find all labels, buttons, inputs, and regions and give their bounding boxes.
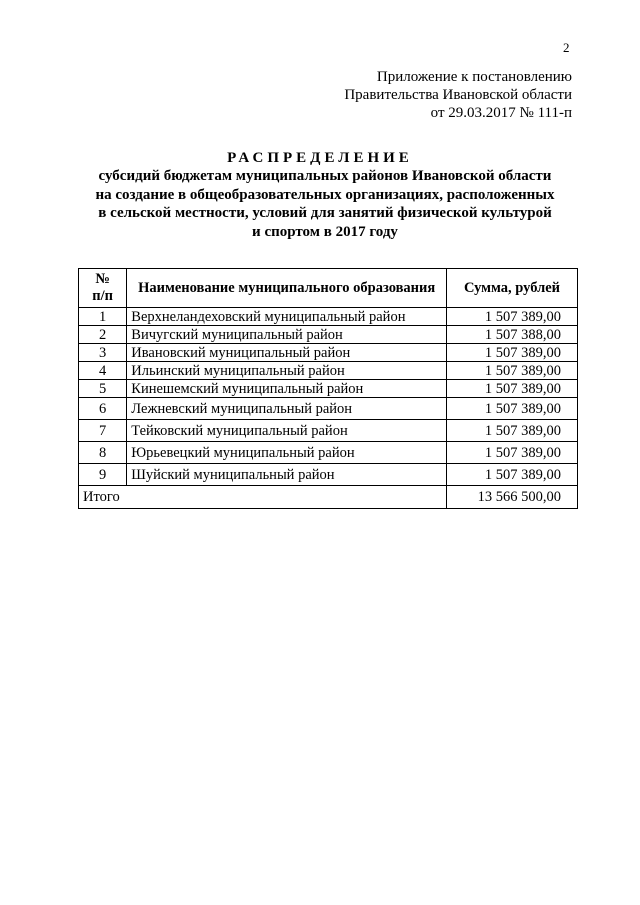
table-row bbox=[79, 308, 578, 326]
appendix-note bbox=[344, 68, 572, 122]
table-row bbox=[79, 326, 578, 344]
row-number: 7 bbox=[79, 420, 127, 442]
appendix-line-2: Правительства Ивановской области bbox=[344, 87, 572, 103]
row-number: 9 bbox=[79, 464, 127, 486]
table-row bbox=[79, 380, 578, 398]
row-name: Ивановский муниципальный район bbox=[127, 344, 447, 362]
row-sum: 1 507 389,00 bbox=[447, 442, 578, 464]
row-sum: 1 507 389,00 bbox=[447, 344, 578, 362]
row-number: 6 bbox=[79, 398, 127, 420]
distribution-table bbox=[78, 268, 578, 509]
document-subtitle: субсидий бюджетам муниципальных районов Ивановской области на создание в общеобразовательных организациях, расположенных в сельской местности, условий для занятий физической культурой и спортом в 2017 году bbox=[95, 168, 555, 240]
row-name: Ильинский муниципальный район bbox=[127, 362, 447, 380]
row-number: 8 bbox=[79, 442, 127, 464]
row-number: 1 bbox=[79, 308, 127, 326]
row-sum: 1 507 389,00 bbox=[447, 380, 578, 398]
total-sum: 13 566 500,00 bbox=[447, 486, 578, 509]
row-name: Кинешемский муниципальный район bbox=[127, 380, 447, 398]
row-number: 3 bbox=[79, 344, 127, 362]
row-number: 5 bbox=[79, 380, 127, 398]
row-name: Вичугский муниципальный район bbox=[127, 326, 447, 344]
header-number-line-2: п/п bbox=[92, 288, 114, 304]
row-name: Тейковский муниципальный район bbox=[127, 420, 447, 442]
row-number: 2 bbox=[79, 326, 127, 344]
row-sum: 1 507 389,00 bbox=[447, 398, 578, 420]
header-name: Наименование муниципального образования bbox=[127, 269, 447, 308]
total-label: Итого bbox=[79, 486, 447, 509]
row-name: Шуйский муниципальный район bbox=[127, 464, 447, 486]
table-row bbox=[79, 464, 578, 486]
table-row bbox=[79, 420, 578, 442]
appendix-line-1: Приложение к постановлению bbox=[376, 69, 572, 85]
row-sum: 1 507 389,00 bbox=[447, 420, 578, 442]
header-number bbox=[79, 269, 127, 308]
row-sum: 1 507 388,00 bbox=[447, 326, 578, 344]
total-row bbox=[79, 486, 578, 509]
table-row bbox=[79, 362, 578, 380]
row-sum: 1 507 389,00 bbox=[447, 362, 578, 380]
table-row bbox=[79, 344, 578, 362]
document-title: РАСПРЕДЕЛЕНИЕ bbox=[227, 150, 413, 166]
row-name: Лежневский муниципальный район bbox=[127, 398, 447, 420]
table-row bbox=[79, 442, 578, 464]
page-number: 2 bbox=[563, 40, 570, 55]
appendix-line-3: от 29.03.2017 № 111-п bbox=[430, 105, 572, 121]
row-number: 4 bbox=[79, 362, 127, 380]
table-header-row bbox=[79, 269, 578, 308]
row-sum: 1 507 389,00 bbox=[447, 308, 578, 326]
header-sum: Сумма, рублей bbox=[447, 269, 578, 308]
header-number-line-1: № bbox=[95, 271, 110, 287]
row-name: Юрьевецкий муниципальный район bbox=[127, 442, 447, 464]
row-name: Верхнеландеховский муниципальный район bbox=[127, 308, 447, 326]
table-row bbox=[79, 398, 578, 420]
row-sum: 1 507 389,00 bbox=[447, 464, 578, 486]
